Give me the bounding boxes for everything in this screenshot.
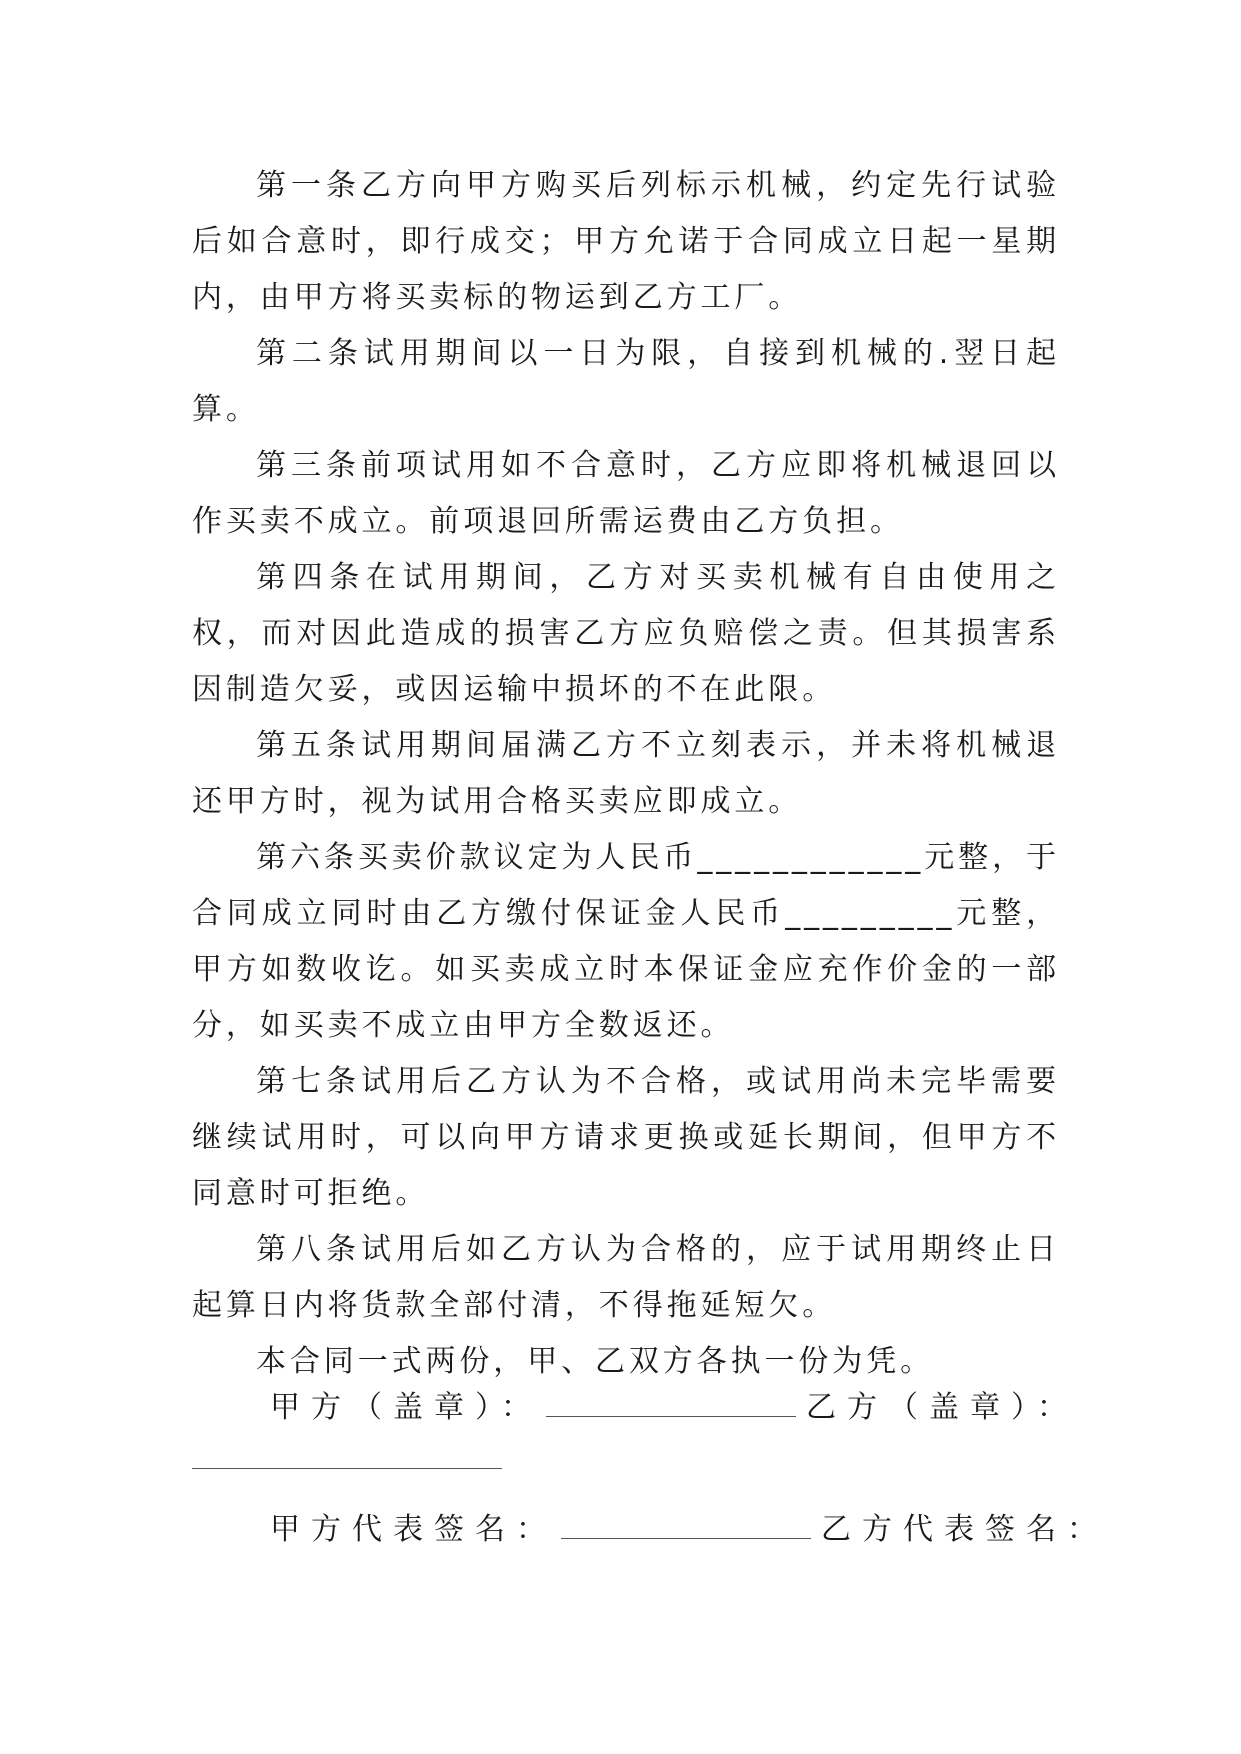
clause-6: 第六条买卖价款议定为人民币____________元整，于合同成立同时由乙方缴付保证金人民币_________元整，甲方如数收讫。如买卖成立时本保证金应充作价金的一部分，如买卖不成立由甲方全数返还。 — [192, 840, 1060, 1043]
clause-1: 第一条乙方向甲方购买后列标示机械，约定先行试验后如合意时，即行成交；甲方允诺于合同成立日起一星期内，由甲方将买卖标的物运到乙方工厂。 — [192, 168, 1060, 315]
copies-clause: 本合同一式两份，甲、乙双方各执一份为凭。 — [256, 1344, 934, 1379]
clause-8: 第八条试用后如乙方认为合格的，应于试用期终止日起算日内将货款全部付清，不得拖延短欠。 — [192, 1232, 1060, 1323]
party-a-rep-line — [561, 1514, 811, 1539]
clause-5: 第五条试用期间届满乙方不立刻表示，并未将机械退还甲方时，视为试用合格买卖应即成立。 — [192, 728, 1060, 819]
clause-7: 第七条试用后乙方认为不合格，或试用尚未完毕需要继续试用时，可以向甲方请求更换或延长期间，但甲方不同意时可拒绝。 — [192, 1064, 1060, 1211]
party-a-rep-label: 甲方代表签名： — [270, 1512, 557, 1547]
party-b-seal-line — [192, 1468, 502, 1469]
contract-body — [192, 158, 1060, 1390]
representative-signature-row — [192, 1504, 1108, 1548]
clause-2: 第二条试用期间以一日为限，自接到机械的.翌日起算。 — [192, 336, 1060, 427]
seal-signature-row — [192, 1382, 1078, 1426]
party-a-seal-label: 甲方（盖章）： — [270, 1390, 542, 1425]
party-b-rep-label: 乙方代表签名： — [821, 1512, 1108, 1547]
clause-3: 第三条前项试用如不合意时，乙方应即将机械退回以作买卖不成立。前项退回所需运费由乙方负担。 — [192, 448, 1060, 539]
clause-4: 第四条在试用期间，乙方对买卖机械有自由使用之权，而对因此造成的损害乙方应负赔偿之责。但其损害系因制造欠妥，或因运输中损坏的不在此限。 — [192, 560, 1060, 707]
party-b-seal-label: 乙方（盖章）： — [806, 1390, 1078, 1425]
party-a-seal-line — [546, 1392, 796, 1417]
